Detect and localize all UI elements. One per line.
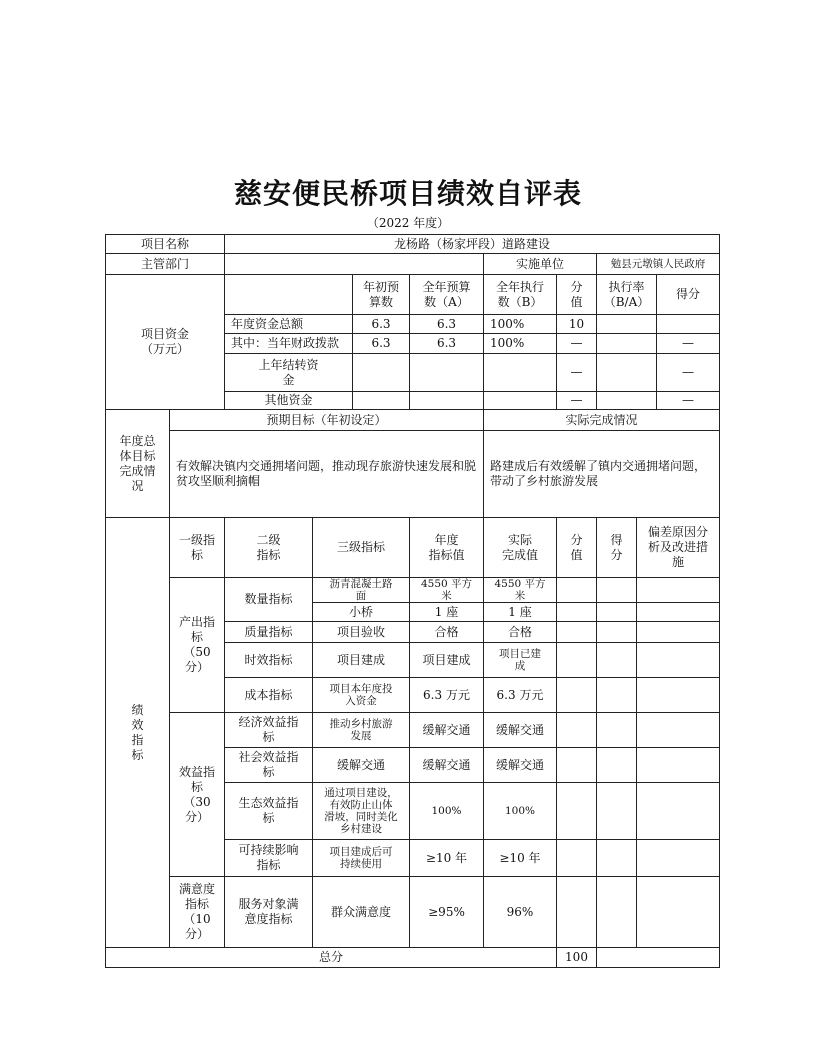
indicator-target-text: 1 座 (434, 604, 459, 619)
project-name-value (224, 234, 720, 254)
indicator-col-header (596, 517, 637, 578)
level2-indicator (224, 839, 313, 877)
indicator-actual-text: 项目已建 成 (499, 647, 541, 672)
indicator-target (409, 839, 484, 877)
unit-label-text: 实施单位 (515, 256, 564, 271)
funds-col-header-text: 年初预 算数 (362, 279, 399, 309)
funds-col-header (352, 274, 410, 315)
indicator-target-text: 4550 平方 米 (420, 577, 473, 602)
indicator-actual-text: ≥10 年 (499, 850, 541, 865)
funds-col-header (556, 274, 597, 315)
level2-indicator (224, 747, 313, 783)
funds-col-header (409, 274, 484, 315)
level2-indicator-text: 质量指标 (244, 624, 293, 639)
level2-indicator (224, 677, 313, 713)
level2-indicator-text: 经济效益指 标 (238, 715, 299, 744)
actual-goal-text-text: 路建成后有效缓解了镇内交通拥堵问题，带动了乡村旅游发展 (490, 459, 707, 488)
indicator-deviation (636, 747, 720, 783)
level3-indicator (312, 577, 410, 603)
output-indicator-label-text: 产出指 标 （50 分） (178, 615, 215, 674)
indicator-got (596, 621, 637, 643)
benefit-indicator-label-text: 效益指 标 （30 分） (178, 764, 215, 824)
indicator-col-header-text: 分 值 (570, 532, 583, 562)
level2-indicator-text: 社会效益指 标 (238, 750, 299, 779)
indicator-col-header (483, 517, 557, 578)
indicator-deviation (636, 712, 720, 748)
level3-indicator-text: 小桥 (348, 604, 373, 619)
unit-label (483, 253, 597, 275)
funds-cell-text: 6.3 (371, 316, 391, 331)
indicator-got (596, 712, 637, 748)
indicator-deviation (636, 782, 720, 840)
funds-row-label-text: 其他资金 (264, 393, 313, 407)
indicator-got (596, 602, 637, 622)
funds-col-header-text: 分 值 (570, 279, 583, 309)
funds-cell (352, 353, 410, 392)
funds-row-label-text: 上年结转资 金 (258, 357, 319, 387)
indicator-col-header (312, 517, 410, 578)
indicator-col-header (224, 517, 313, 578)
indicator-col-header-text: 得 分 (610, 532, 623, 562)
funds-col-header-text: 全年预算 数（A） (422, 279, 471, 309)
indicator-deviation (636, 642, 720, 678)
satisfaction-indicator-label (169, 876, 225, 948)
funds-cell (556, 353, 597, 392)
benefit-indicator-label (169, 712, 225, 877)
satisfaction-indicator-label-text: 满意度 指标 （10 分） (178, 882, 215, 941)
funds-cell (556, 333, 597, 354)
funds-row-label-text: 其中：当年财政拨款 (231, 336, 340, 350)
indicator-got (596, 839, 637, 877)
expected-goal-text-text: 有效解决镇内交通拥堵问题，推动现存旅游快速发展和脱贫攻坚顺利摘帽 (176, 459, 477, 488)
funds-cell (409, 314, 484, 334)
level2-indicator (224, 577, 313, 622)
level3-indicator-text: 项目建成后可 持续使用 (329, 845, 393, 870)
indicator-got (596, 747, 637, 783)
level3-indicator-text: 群众满意度 (330, 904, 391, 919)
indicator-score (556, 621, 597, 643)
total-label (105, 947, 557, 968)
indicator-target-text: 缓解交通 (422, 722, 471, 737)
indicator-target-text: ≥95% (428, 904, 465, 919)
indicator-actual (483, 712, 557, 748)
indicator-col-header (409, 517, 484, 578)
level3-indicator-text: 项目建成 (336, 652, 385, 667)
level3-indicator-text: 通过项目建设， 有效防止山体 滑坡，同时美化 乡村建设 (324, 786, 398, 836)
funds-col-header-text: 全年执行 数（B） (495, 279, 544, 309)
level3-indicator (312, 642, 410, 678)
funds-cell (656, 314, 720, 334)
level2-indicator-text: 生态效益指 标 (238, 796, 299, 825)
funds-cell (352, 333, 410, 354)
indicator-got (596, 677, 637, 713)
funds-cell (596, 391, 657, 410)
indicator-got (596, 642, 637, 678)
expected-goal-text (169, 430, 484, 518)
total-score (556, 947, 597, 968)
funds-cell-text: — (682, 336, 694, 350)
funds-cell (409, 333, 484, 354)
indicator-target (409, 642, 484, 678)
level3-indicator (312, 876, 410, 948)
level2-indicator (224, 712, 313, 748)
indicator-score (556, 642, 597, 678)
indicator-score (556, 782, 597, 840)
funds-cell-text: 100% (490, 316, 525, 331)
indicator-col-header-text: 实际 完成值 (501, 532, 538, 562)
indicator-score (556, 677, 597, 713)
project-name-label (105, 234, 225, 254)
indicator-score (556, 577, 597, 603)
total-label-text: 总分 (318, 950, 343, 964)
funds-cell (483, 333, 557, 354)
level2-indicator-text: 数量指标 (244, 592, 293, 606)
funds-cell-text: 6.3 (371, 336, 391, 350)
goals-label-text: 年度总 体目标 完成情 况 (119, 433, 156, 493)
funds-cell-text: — (570, 365, 583, 379)
indicator-actual (483, 621, 557, 643)
indicator-actual (483, 577, 557, 603)
funds-header-blank (224, 274, 353, 315)
indicator-col-header (169, 517, 225, 578)
funds-cell (596, 314, 657, 334)
level3-indicator (312, 712, 410, 748)
funds-cell (596, 353, 657, 392)
level2-indicator (224, 782, 313, 840)
indicator-actual (483, 677, 557, 713)
funds-cell (556, 314, 597, 334)
level2-indicator (224, 642, 313, 678)
funds-cell (656, 333, 720, 354)
level3-indicator-text: 沥青混凝土路 面 (329, 577, 393, 602)
funds-cell (556, 391, 597, 410)
indicator-actual (483, 839, 557, 877)
page-title: 慈安便民桥项目绩效自评表 (233, 177, 582, 210)
indicator-target-text: ≥10 年 (425, 850, 468, 865)
funds-row-label (224, 314, 353, 334)
funds-col-header-text: 执行率 （B/A） (603, 279, 650, 309)
level2-indicator-text: 成本指标 (244, 687, 293, 702)
indicator-actual (483, 747, 557, 783)
project-name-value-text: 龙杨路（杨家坪段）道路建设 (393, 236, 550, 251)
funds-cell (352, 314, 410, 334)
funds-cell-text: — (682, 393, 694, 407)
total-blank (596, 947, 720, 968)
indicator-target (409, 621, 484, 643)
indicator-deviation (636, 839, 720, 877)
funds-cell (483, 314, 557, 334)
indicator-col-header-text: 偏差原因分 析及改进措 施 (647, 525, 708, 569)
funds-row-label (224, 353, 353, 392)
funds-cell (483, 353, 557, 392)
funds-row-label (224, 391, 353, 410)
indicator-target-text: 合格 (434, 624, 459, 639)
level2-indicator-text: 时效指标 (244, 652, 293, 667)
indicator-actual-text: 1 座 (508, 604, 532, 619)
level2-indicator-text: 服务对象满 意度指标 (238, 897, 299, 926)
indicator-col-header (556, 517, 597, 578)
unit-value (596, 253, 720, 275)
indicator-actual-text: 96% (506, 904, 534, 919)
indicator-deviation (636, 621, 720, 643)
funds-cell (352, 391, 410, 410)
actual-goal-header-text: 实际完成情况 (565, 412, 638, 427)
indicator-got (596, 782, 637, 840)
total-score-text: 100 (565, 950, 588, 964)
indicator-actual (483, 782, 557, 840)
indicator-col-header (636, 517, 720, 578)
dept-label-text: 主管部门 (140, 256, 189, 271)
indicator-actual (483, 602, 557, 622)
indicator-score (556, 712, 597, 748)
indicator-deviation (636, 577, 720, 603)
funds-cell (409, 391, 484, 410)
funds-cell (596, 333, 657, 354)
level3-indicator (312, 677, 410, 713)
funds-cell (409, 353, 484, 392)
indicator-score (556, 839, 597, 877)
funds-col-header (483, 274, 557, 315)
level2-indicator (224, 621, 313, 643)
level2-indicator (224, 876, 313, 948)
funds-cell-text: 6.3 (436, 316, 457, 331)
funds-cell-text: — (570, 393, 583, 407)
indicator-target (409, 602, 484, 622)
funds-cell (656, 353, 720, 392)
level3-indicator-text: 项目本年度投 入资金 (329, 682, 393, 707)
funds-label-text: 项目资金 （万元） (140, 327, 189, 356)
indicators-label (105, 517, 170, 948)
indicator-actual-text: 缓解交通 (495, 722, 544, 737)
indicator-score (556, 876, 597, 948)
actual-goal-header (483, 409, 720, 431)
indicator-actual-text: 100% (504, 804, 536, 817)
level3-indicator-text: 缓解交通 (336, 757, 385, 772)
output-indicator-label (169, 577, 225, 713)
funds-cell (656, 391, 720, 410)
indicator-target-text: 100% (431, 804, 462, 817)
indicator-col-header-text: 一级指 标 (178, 532, 215, 562)
project-name-label-text: 项目名称 (140, 236, 189, 251)
indicator-deviation (636, 677, 720, 713)
indicator-target-text: 项目建成 (422, 652, 471, 667)
goals-label (105, 409, 170, 518)
level3-indicator-text: 推动乡村旅游 发展 (329, 717, 393, 742)
actual-goal-text (483, 430, 720, 518)
indicator-actual-text: 缓解交通 (495, 757, 544, 772)
indicator-actual-text: 合格 (507, 624, 532, 639)
indicator-target (409, 712, 484, 748)
funds-cell-text: — (682, 365, 694, 379)
indicator-target (409, 782, 484, 840)
page-subtitle: （2022 年度） (366, 216, 450, 230)
level3-indicator (312, 621, 410, 643)
indicator-target (409, 677, 484, 713)
funds-cell (483, 391, 557, 410)
indicator-got (596, 577, 637, 603)
level3-indicator (312, 839, 410, 877)
unit-value-text: 勉县元墩镇人民政府 (610, 257, 706, 270)
funds-col-header (656, 274, 720, 315)
indicator-got (596, 876, 637, 948)
indicator-actual (483, 876, 557, 948)
indicator-actual-text: 4550 平方 米 (494, 577, 546, 602)
level2-indicator-text: 可持续影响 指标 (238, 843, 299, 872)
dept-value (224, 253, 484, 275)
funds-row-label (224, 333, 353, 354)
indicator-score (556, 747, 597, 783)
level3-indicator (312, 782, 410, 840)
dept-label (105, 253, 225, 275)
funds-cell-text: 10 (568, 316, 585, 331)
indicator-target (409, 876, 484, 948)
funds-label (105, 274, 225, 410)
level3-indicator (312, 747, 410, 783)
funds-col-header (596, 274, 657, 315)
indicator-target (409, 577, 484, 603)
expected-goal-header (169, 409, 484, 431)
funds-cell-text: — (570, 336, 583, 350)
expected-goal-header-text: 预期目标（年初设定） (266, 412, 387, 427)
funds-col-header-text: 得分 (675, 287, 700, 301)
indicator-deviation (636, 876, 720, 948)
indicator-deviation (636, 602, 720, 622)
funds-row-label-text: 年度资金总额 (231, 316, 304, 331)
indicator-actual (483, 642, 557, 678)
indicator-col-header-text: 二级 指标 (256, 532, 281, 562)
level3-indicator (312, 602, 410, 622)
level3-indicator-text: 项目验收 (336, 624, 385, 639)
indicator-actual-text: 6.3 万元 (496, 687, 544, 702)
indicator-target (409, 747, 484, 783)
indicators-label-text: 绩 效 指 标 (131, 702, 144, 762)
indicator-target-text: 6.3 万元 (423, 687, 470, 702)
indicator-col-header-text: 年度 指标值 (428, 532, 465, 562)
indicator-score (556, 602, 597, 622)
funds-cell-text: 6.3 (436, 336, 457, 350)
funds-cell-text: 100% (490, 336, 525, 350)
indicator-target-text: 缓解交通 (422, 757, 471, 772)
indicator-col-header-text: 三级指标 (336, 540, 385, 554)
